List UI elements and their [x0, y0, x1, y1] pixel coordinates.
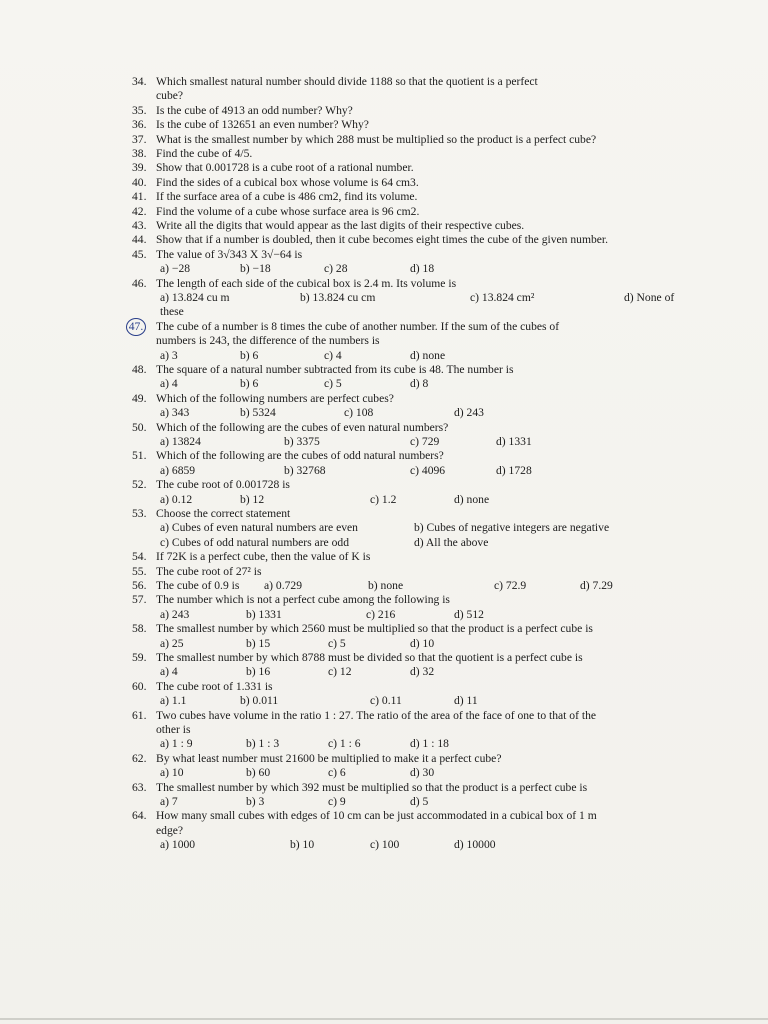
question-text: How many small cubes with edges of 10 cm can be just accommodated in a cubical box of 1 m — [156, 809, 597, 823]
answer-option: d) 10000 — [454, 838, 496, 852]
question-text: Which of the following are the cubes of even natural numbers? — [156, 420, 449, 434]
question-text: Find the volume of a cube whose surface area is 96 cm2. — [156, 204, 420, 218]
answer-option: d) 243 — [454, 406, 484, 420]
question-34 — [120, 75, 700, 104]
answer-option: b) 6 — [240, 348, 259, 362]
question-58 — [120, 622, 700, 651]
question-text: Two cubes have volume in the ratio 1 : 27. The ratio of the area of the face of one to that of the — [156, 708, 597, 722]
question-text: Show that 0.001728 is a cube root of a rational number. — [156, 161, 414, 175]
answer-option: a) 10 — [160, 766, 184, 780]
answer-option: d) 1331 — [496, 435, 532, 449]
answer-option: b) Cubes of negative integers are negative — [414, 521, 610, 535]
answer-option: c) 12 — [328, 665, 352, 679]
question-number: 43. — [132, 219, 147, 233]
question-text: What is the smallest number by which 288 must be multiplied so the product is a perfect cube? — [156, 132, 597, 146]
answer-option: c) 4096 — [410, 463, 446, 477]
question-number: 36. — [132, 118, 147, 132]
answer-option: c) 1 : 6 — [328, 737, 361, 751]
answer-option: d) 1 : 18 — [410, 737, 449, 751]
question-number: 48. — [132, 363, 147, 377]
answer-option: a) 4 — [160, 377, 178, 391]
answer-option: c) 108 — [344, 406, 374, 420]
answer-option: d) 5 — [410, 795, 429, 809]
answer-option: a) 7 — [160, 795, 178, 809]
question-text: Find the sides of a cubical box whose volume is 64 cm3. — [156, 175, 419, 189]
question-50 — [120, 421, 700, 450]
question-36 — [120, 118, 700, 132]
answer-option: c) 5 — [328, 636, 346, 650]
question-number: 38. — [132, 147, 147, 161]
question-text: The value of 3√343 X 3√−64 is — [156, 247, 303, 261]
answer-option: d) none — [454, 492, 490, 506]
answer-option: b) 3375 — [284, 435, 320, 449]
answer-option: c) 13.824 cm² — [470, 291, 535, 305]
answer-option: b) 60 — [246, 766, 271, 780]
question-59 — [120, 651, 700, 680]
answer-option: b) 10 — [290, 838, 315, 852]
question-64 — [120, 809, 700, 852]
question-37 — [120, 133, 700, 147]
question-number: 60. — [132, 679, 147, 693]
question-number: 37. — [132, 132, 147, 146]
question-number: 50. — [132, 420, 147, 434]
question-62 — [120, 752, 700, 781]
answer-option: d) 11 — [454, 694, 478, 708]
question-44 — [120, 233, 700, 247]
answer-option: a) 1 : 9 — [160, 737, 193, 751]
question-text: Is the cube of 4913 an odd number? Why? — [156, 103, 353, 117]
question-number: 54. — [132, 550, 147, 564]
question-51 — [120, 449, 700, 478]
answer-option: d) 18 — [410, 262, 435, 276]
answer-option: d) 512 — [454, 607, 484, 621]
answer-option: d) 10 — [410, 636, 435, 650]
question-number: 42. — [132, 204, 147, 218]
question-61 — [120, 709, 700, 752]
question-54 — [120, 550, 700, 564]
question-60 — [120, 680, 700, 709]
question-41 — [120, 190, 700, 204]
question-number: 53. — [132, 507, 147, 521]
question-number: 62. — [132, 751, 147, 765]
answer-option: b) −18 — [240, 262, 271, 276]
question-text: The cube root of 1.331 is — [156, 679, 273, 693]
question-43 — [120, 219, 700, 233]
answer-option: a) 1.1 — [160, 694, 187, 708]
question-text-continued: edge? — [156, 823, 184, 837]
answer-option: d) 7.29 — [580, 579, 613, 593]
question-53 — [120, 507, 700, 550]
answer-option: b) 13.824 cu cm — [300, 291, 376, 305]
question-number: 55. — [132, 564, 147, 578]
question-52 — [120, 478, 700, 507]
question-39 — [120, 161, 700, 175]
answer-option: d) 32 — [410, 665, 435, 679]
answer-option: a) 343 — [160, 406, 190, 420]
answer-option: a) −28 — [160, 262, 191, 276]
question-number: 63. — [132, 780, 147, 794]
question-text: The cube root of 27² is — [156, 564, 262, 578]
answer-option: d) 1728 — [496, 463, 532, 477]
answer-option: c) 0.11 — [370, 694, 402, 708]
question-49 — [120, 392, 700, 421]
answer-option: c) 216 — [366, 607, 396, 621]
question-46 — [120, 277, 700, 320]
question-text: If 72K is a perfect cube, then the value of K is — [156, 550, 371, 564]
question-text-continued: other is — [156, 723, 191, 737]
answer-option: a) 1000 — [160, 838, 196, 852]
question-42 — [120, 205, 700, 219]
answer-option: c) Cubes of odd natural numbers are odd — [160, 535, 349, 549]
question-text: Choose the correct statement — [156, 507, 291, 521]
question-47 — [120, 320, 700, 363]
answer-option: a) 0.729 — [264, 579, 302, 593]
question-text: The cube root of 0.001728 is — [156, 478, 290, 492]
answer-option: a) 25 — [160, 636, 184, 650]
question-text: Write all the digits that would appear as the last digits of their respective cubes. — [156, 219, 525, 233]
answer-option: c) 6 — [328, 766, 346, 780]
question-text: If the surface area of a cube is 486 cm2, find its volume. — [156, 190, 418, 204]
answer-option: b) 6 — [240, 377, 259, 391]
question-63 — [120, 781, 700, 810]
answer-option: b) 1 : 3 — [246, 737, 280, 751]
question-number: 58. — [132, 622, 147, 636]
question-number: 47. — [126, 318, 146, 336]
question-text: The cube of 0.9 is — [156, 579, 240, 593]
answer-option: c) 28 — [324, 262, 348, 276]
question-text: The smallest number by which 8788 must be divided so that the quotient is a perfect cube is — [156, 651, 583, 665]
answer-option: b) 16 — [246, 665, 271, 679]
answer-option: c) 100 — [370, 838, 400, 852]
answer-option: c) 729 — [410, 435, 440, 449]
answer-option: d) none — [410, 348, 446, 362]
question-text-continued: numbers is 243, the difference of the numbers is — [156, 334, 380, 348]
question-text-continued: these — [160, 305, 184, 319]
answer-option: d) None of — [624, 291, 675, 305]
question-text: The smallest number by which 2560 must be multiplied so that the product is a perfect cube is — [156, 622, 593, 636]
answer-option: a) 4 — [160, 665, 178, 679]
answer-option: a) 13824 — [160, 435, 201, 449]
answer-option: b) 1331 — [246, 607, 282, 621]
question-55 — [120, 565, 700, 579]
answer-option: a) 3 — [160, 348, 178, 362]
answer-option: b) 15 — [246, 636, 271, 650]
question-number: 56. — [132, 579, 147, 593]
answer-option: b) none — [368, 579, 404, 593]
question-number: 52. — [132, 478, 147, 492]
question-number: 34. — [132, 75, 147, 88]
question-number: 49. — [132, 391, 147, 405]
answer-option: b) 3 — [246, 795, 265, 809]
question-number: 39. — [132, 161, 147, 175]
answer-option: a) 0.12 — [160, 492, 193, 506]
question-number: 59. — [132, 651, 147, 665]
question-number: 57. — [132, 593, 147, 607]
question-48 — [120, 363, 700, 392]
answer-option: c) 72.9 — [494, 579, 527, 593]
answer-option: c) 4 — [324, 348, 342, 362]
question-text: The number which is not a perfect cube among the following is — [156, 593, 450, 607]
question-text: Which smallest natural number should divide 1188 so that the quotient is a perfect — [156, 75, 538, 88]
question-38 — [120, 147, 700, 161]
question-57 — [120, 593, 700, 622]
question-number: 41. — [132, 190, 147, 204]
question-35 — [120, 104, 700, 118]
answer-option: b) 32768 — [284, 463, 326, 477]
answer-option: d) 30 — [410, 766, 435, 780]
answer-option: a) 6859 — [160, 463, 196, 477]
answer-option: a) 243 — [160, 607, 190, 621]
answer-option: a) 13.824 cu m — [160, 291, 230, 305]
question-number: 46. — [132, 276, 147, 290]
question-text-continued: cube? — [156, 89, 184, 103]
page-bottom-edge — [0, 1018, 768, 1020]
question-text: Which of the following numbers are perfect cubes? — [156, 391, 394, 405]
question-text: Which of the following are the cubes of odd natural numbers? — [156, 449, 444, 463]
answer-option: d) 8 — [410, 377, 429, 391]
answer-option: b) 5324 — [240, 406, 276, 420]
question-56 — [120, 579, 700, 593]
answer-option: b) 0.011 — [240, 694, 279, 708]
answer-option: c) 1.2 — [370, 492, 397, 506]
question-number: 40. — [132, 175, 147, 189]
question-text: The length of each side of the cubical box is 2.4 m. Its volume is — [156, 276, 457, 290]
question-list — [120, 75, 700, 853]
question-text: The cube of a number is 8 times the cube of another number. If the sum of the cubes of — [156, 319, 560, 333]
question-text: Find the cube of 4/5. — [156, 147, 253, 161]
answer-option: d) All the above — [414, 535, 489, 549]
question-text: The square of a natural number subtracted from its cube is 48. The number is — [156, 363, 514, 377]
answer-option: c) 5 — [324, 377, 342, 391]
question-45 — [120, 248, 700, 277]
question-number: 64. — [132, 809, 147, 823]
answer-option: a) Cubes of even natural numbers are even — [160, 521, 358, 535]
answer-option: b) 12 — [240, 492, 265, 506]
question-40 — [120, 176, 700, 190]
answer-option: c) 9 — [328, 795, 346, 809]
question-number: 44. — [132, 233, 147, 247]
question-number: 35. — [132, 103, 147, 117]
question-text: Show that if a number is doubled, then it cube becomes eight times the cube of the given number. — [156, 233, 609, 247]
question-text: By what least number must 21600 be multiplied to make it a perfect cube? — [156, 751, 502, 765]
question-number: 51. — [132, 449, 147, 463]
question-number: 61. — [132, 708, 147, 722]
question-text: The smallest number by which 392 must be multiplied so that the product is a perfect cube is — [156, 780, 588, 794]
question-text: Is the cube of 132651 an even number? Why? — [156, 118, 369, 132]
question-number: 45. — [132, 247, 147, 261]
